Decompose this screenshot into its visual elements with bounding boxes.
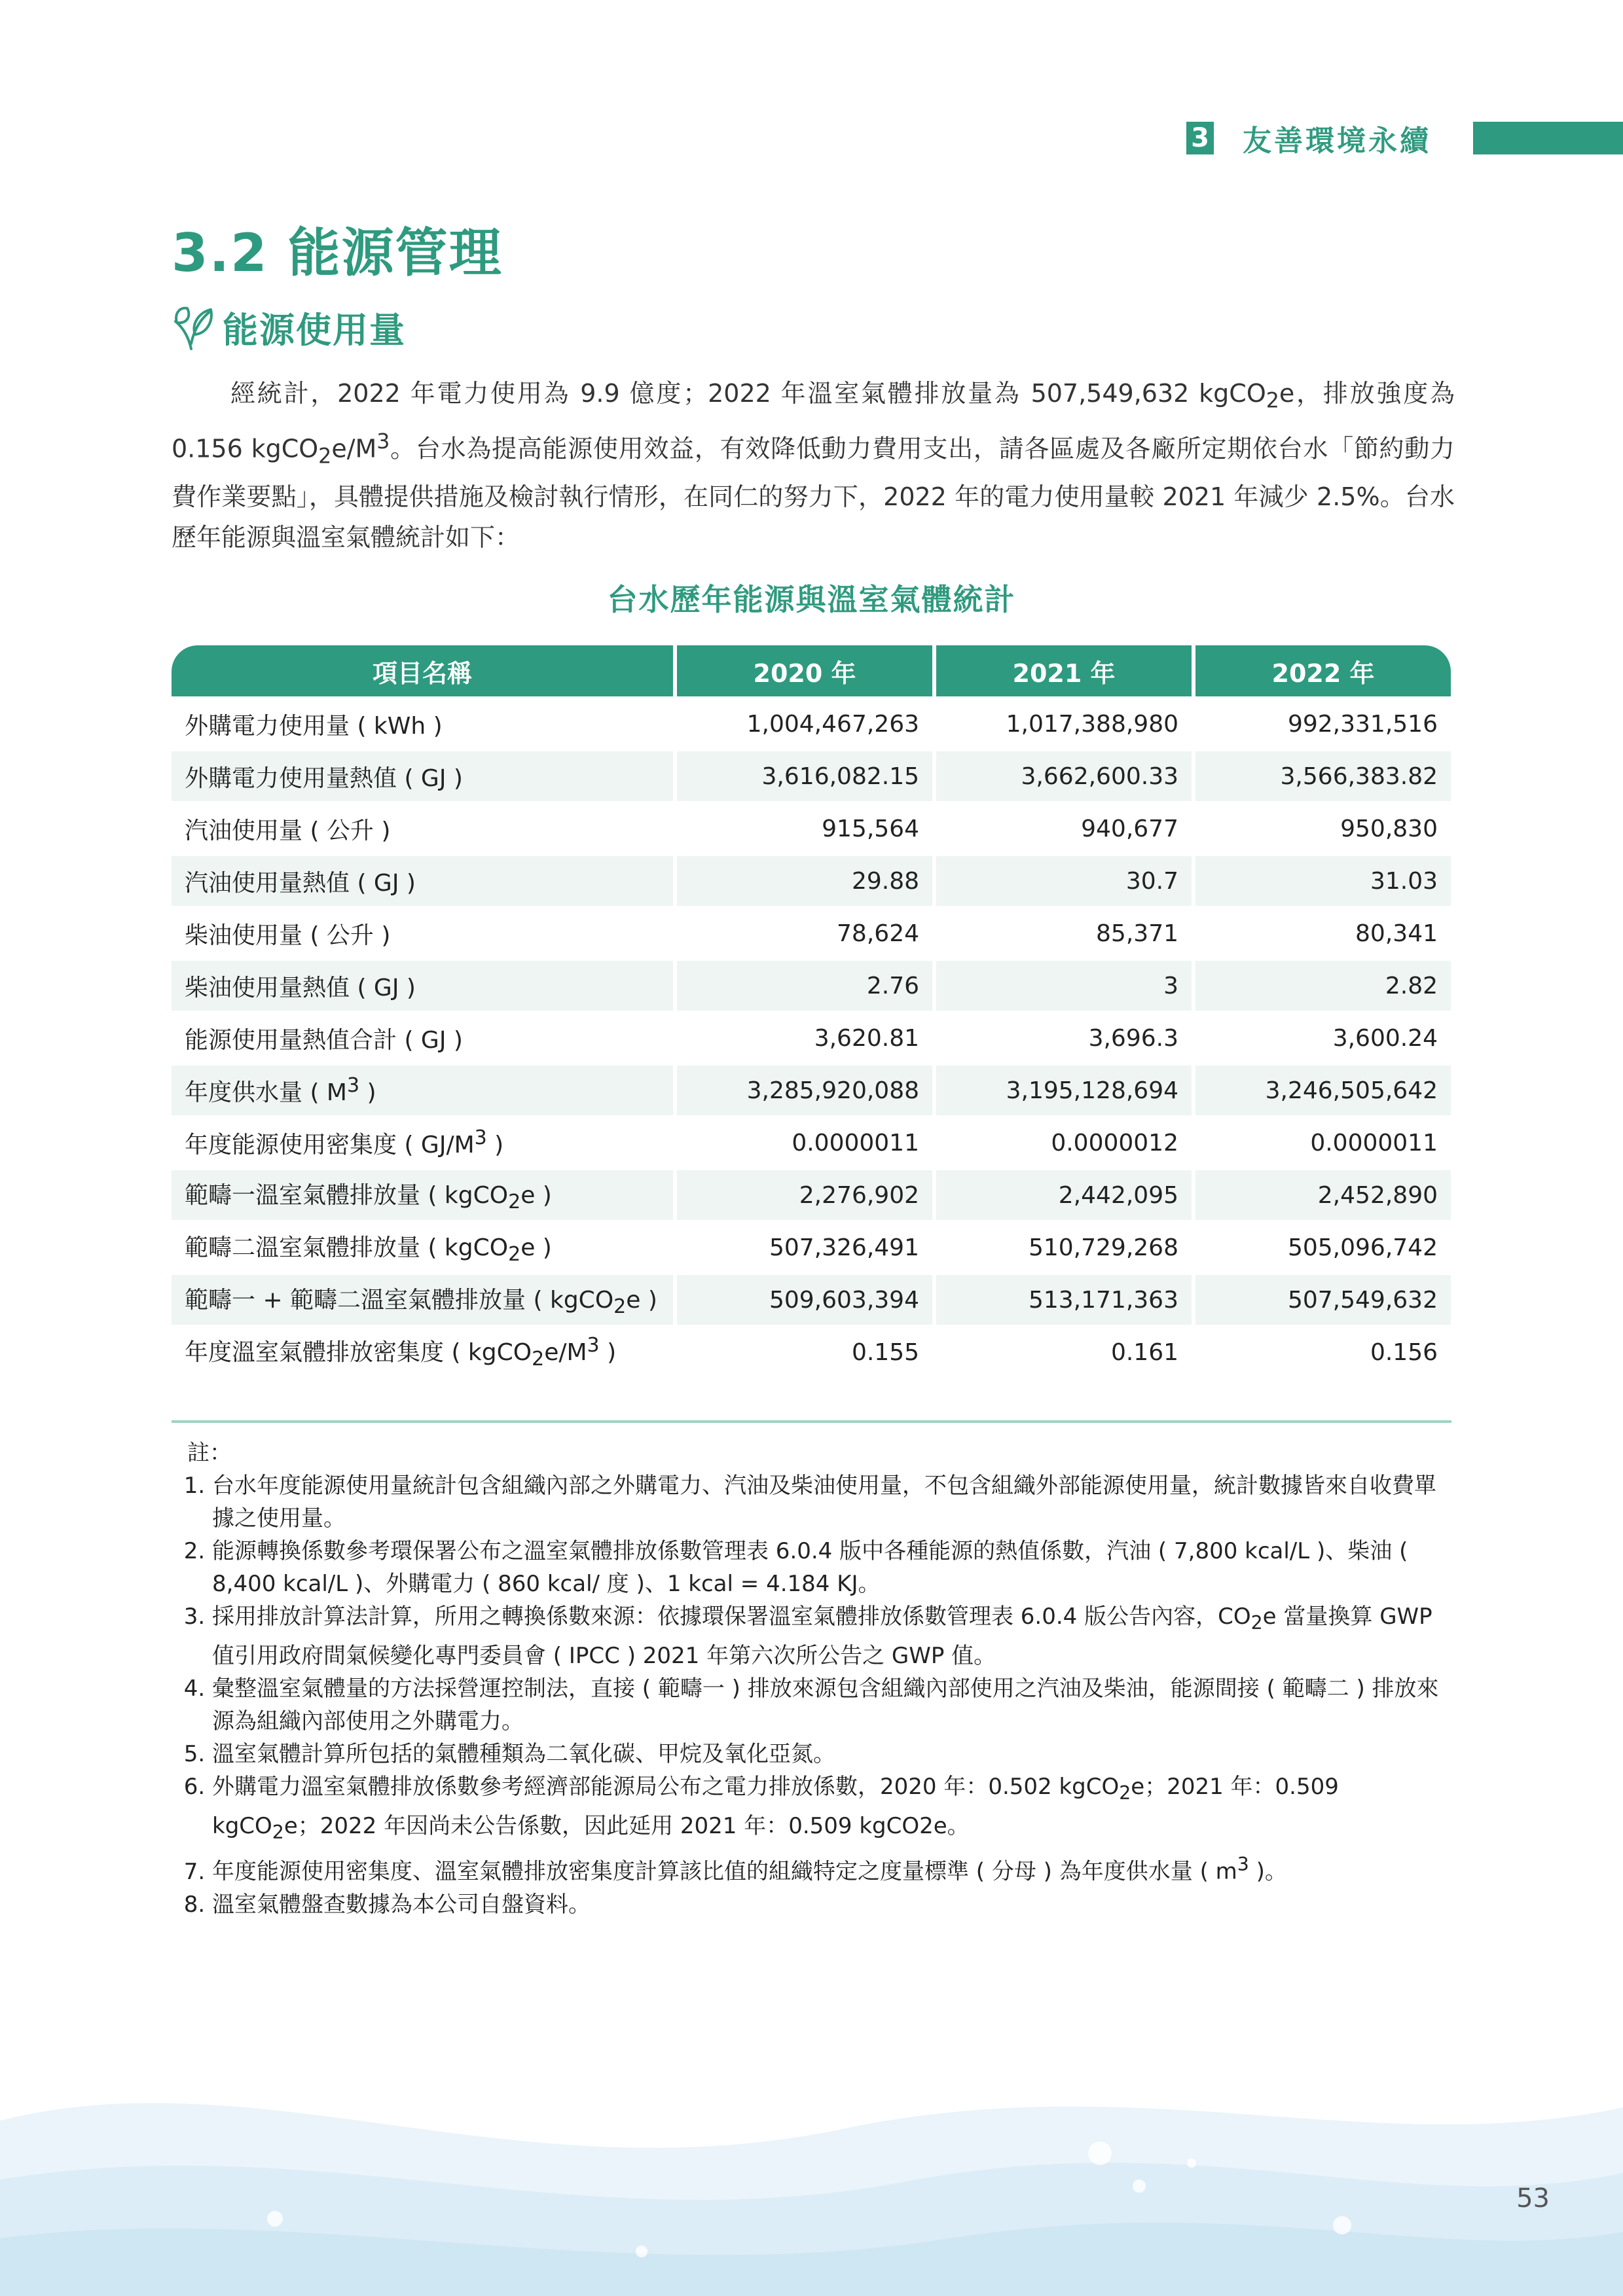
cell-2022: 2,452,890	[1195, 1170, 1451, 1220]
intro-text: 經統計，2022 年電力使用為 9.9 億度；2022 年溫室氣體排放量為 507,549,632 kgCO$_2$e，排放強度為 0.156 $kgCO_2e/M^3$。台水為提高能源使用效益，有效降低動力費用支出，請各區處及各廠所定期依台水「節約動力費作業要點」，具體提供措施及檢討執行情形，在同仁的努力下，2022 年的電力使用量較 2021 年減少 2.5%。台水歷年能源與溫室氣體統計如下：	[172, 379, 1455, 552]
cell-2021: 85,371	[936, 908, 1192, 958]
row-label: 範疇一 + 範疇二溫室氣體排放量 ( kgCO$_2$e )	[172, 1275, 673, 1325]
row-label: 汽油使用量熱值 ( GJ )	[172, 856, 673, 906]
notes-section	[187, 1437, 1451, 1921]
row-label: 外購電力使用量熱值 ( GJ )	[172, 751, 673, 801]
note-item: 4. 彙整溫室氣體量的方法採營運控制法，直接 ( 範疇一 ) 排放來源包含組織內部使用之汽油及柴油，能源間接 ( 範疇二 ) 排放來源為組織內部使用之外購電力。	[212, 1672, 1451, 1738]
cell-2020: 1,004,467,263	[677, 699, 932, 749]
note-item: 6. 外購電力溫室氣體排放係數參考經濟部能源局公布之電力排放係數，2020 年：0.502 kgCO$_2$e；2021 年：0.509 kgCO$_2$e；2022 年因尚未公告係數，因此延用 2021 年：0.509 kgCO2e。	[212, 1770, 1451, 1849]
cell-2020: 915,564	[677, 804, 932, 853]
cell-2022: 950,830	[1195, 804, 1451, 853]
cell-2020: 0.155	[677, 1327, 932, 1377]
chapter-title: 友善環境永續	[1243, 124, 1431, 158]
note-item: 1. 台水年度能源使用量統計包含組織內部之外購電力、汽油及柴油使用量，不包含組織外部能源使用量，統計數據皆來自收費單據之使用量。	[212, 1469, 1451, 1535]
cell-2020: 509,603,394	[677, 1275, 932, 1325]
row-label: 能源使用量熱值合計 ( GJ )	[172, 1013, 673, 1063]
cell-2021: 3,195,128,694	[936, 1066, 1192, 1115]
row-label: 範疇二溫室氣體排放量 ( kgCO$_2$e )	[172, 1223, 673, 1272]
row-label: 外購電力使用量 ( kWh )	[172, 699, 673, 749]
cell-2020: 3,620.81	[677, 1013, 932, 1063]
section-title: 3.2 能源管理	[172, 223, 503, 283]
note-item: 7. 年度能源使用密集度、溫室氣體排放密集度計算該比值的組織特定之度量標準 ( 分母 ) 為年度供水量 ( $m^3$ )。	[212, 1848, 1451, 1888]
table-row	[172, 1170, 1451, 1220]
cell-2021: 0.161	[936, 1327, 1192, 1377]
cell-2022: 3,600.24	[1195, 1013, 1451, 1063]
cell-2022: 3,566,383.82	[1195, 751, 1451, 801]
table-header-row	[172, 645, 1451, 696]
table-row	[172, 1223, 1451, 1272]
wave-decoration	[0, 2029, 1623, 2296]
cell-2020: 507,326,491	[677, 1223, 932, 1272]
column-header: 2021 年	[936, 645, 1192, 696]
row-label: 範疇一溫室氣體排放量 ( kgCO$_2$e )	[172, 1170, 673, 1220]
table-row	[172, 961, 1451, 1011]
cell-2021: 510,729,268	[936, 1223, 1192, 1272]
cell-2020: 2,276,902	[677, 1170, 932, 1220]
table-title: 台水歷年能源與溫室氣體統計	[607, 582, 1016, 617]
column-header: 項目名稱	[172, 645, 673, 696]
cell-2022: 80,341	[1195, 908, 1451, 958]
cell-2021: 3	[936, 961, 1192, 1011]
note-item: 2. 能源轉換係數參考環保署公布之溫室氣體排放係數管理表 6.0.4 版中各種能源的熱值係數，汽油 ( 7,800 kcal/L )、柴油 ( 8,400 kcal/L )、外購電力 ( 860 kcal/ 度 )、1 kcal = 4.184 KJ。	[212, 1535, 1451, 1600]
chapter-accent-bar	[1473, 122, 1623, 154]
cell-2022: 992,331,516	[1195, 699, 1451, 749]
cell-2020: 3,285,920,088	[677, 1066, 932, 1115]
cell-2021: 940,677	[936, 804, 1192, 853]
table-row	[172, 804, 1451, 853]
cell-2020: 29.88	[677, 856, 932, 906]
subsection-title: 能源使用量	[223, 310, 406, 351]
leaf-icon	[172, 304, 215, 351]
row-label: 汽油使用量 ( 公升 )	[172, 804, 673, 853]
column-header: 2020 年	[677, 645, 932, 696]
cell-2022: 2.82	[1195, 961, 1451, 1011]
cell-2022: 0.0000011	[1195, 1118, 1451, 1168]
row-label: 柴油使用量熱值 ( GJ )	[172, 961, 673, 1011]
note-item: 5. 溫室氣體計算所包括的氣體種類為二氧化碳、甲烷及氧化亞氮。	[212, 1738, 1451, 1770]
column-header: 2022 年	[1195, 645, 1451, 696]
table-row	[172, 1118, 1451, 1168]
cell-2021: 2,442,095	[936, 1170, 1192, 1220]
note-item: 3. 採用排放計算法計算，所用之轉換係數來源：依據環保署溫室氣體排放係數管理表 6.0.4 版公告內容，$CO_2e$ 當量換算 GWP 值引用政府間氣候變化專門委員會 ( IPCC ) 2021 年第六次所公告之 GWP 值。	[212, 1600, 1451, 1672]
cell-2021: 1,017,388,980	[936, 699, 1192, 749]
energy-ghg-table	[168, 643, 1455, 1380]
cell-2021: 513,171,363	[936, 1275, 1192, 1325]
cell-2020: 0.0000011	[677, 1118, 932, 1168]
cell-2022: 505,096,742	[1195, 1223, 1451, 1272]
page-number: 53	[1516, 2183, 1550, 2214]
chapter-number: 3	[1186, 122, 1214, 154]
table-row	[172, 699, 1451, 749]
table-row	[172, 1013, 1451, 1063]
cell-2021: 3,662,600.33	[936, 751, 1192, 801]
table-bottom-rule	[172, 1420, 1451, 1423]
subsection-heading	[172, 302, 406, 353]
row-label: 年度能源使用密集度 ( $GJ/M^3$ )	[172, 1118, 673, 1168]
note-item: 8. 溫室氣體盤查數據為本公司自盤資料。	[212, 1888, 1451, 1921]
cell-2022: 31.03	[1195, 856, 1451, 906]
cell-2022: 3,246,505,642	[1195, 1066, 1451, 1115]
row-label: 柴油使用量 ( 公升 )	[172, 908, 673, 958]
row-label: 年度供水量 ( $M^3$ )	[172, 1066, 673, 1115]
table-row	[172, 856, 1451, 906]
cell-2020: 78,624	[677, 908, 932, 958]
cell-2020: 2.76	[677, 961, 932, 1011]
table-row	[172, 1066, 1451, 1115]
cell-2021: 3,696.3	[936, 1013, 1192, 1063]
table-row	[172, 908, 1451, 958]
table-row	[172, 1275, 1451, 1325]
table-row	[172, 751, 1451, 801]
intro-paragraph	[172, 373, 1455, 558]
cell-2021: 0.0000012	[936, 1118, 1192, 1168]
table-row	[172, 1327, 1451, 1377]
notes-list	[187, 1469, 1451, 1921]
chapter-tab	[1186, 122, 1431, 158]
notes-label: 註：	[187, 1440, 232, 1466]
cell-2021: 30.7	[936, 856, 1192, 906]
row-label: 年度溫室氣體排放密集度 ( $kgCO_2e/M^3$ )	[172, 1327, 673, 1377]
cell-2020: 3,616,082.15	[677, 751, 932, 801]
cell-2022: 507,549,632	[1195, 1275, 1451, 1325]
cell-2022: 0.156	[1195, 1327, 1451, 1377]
